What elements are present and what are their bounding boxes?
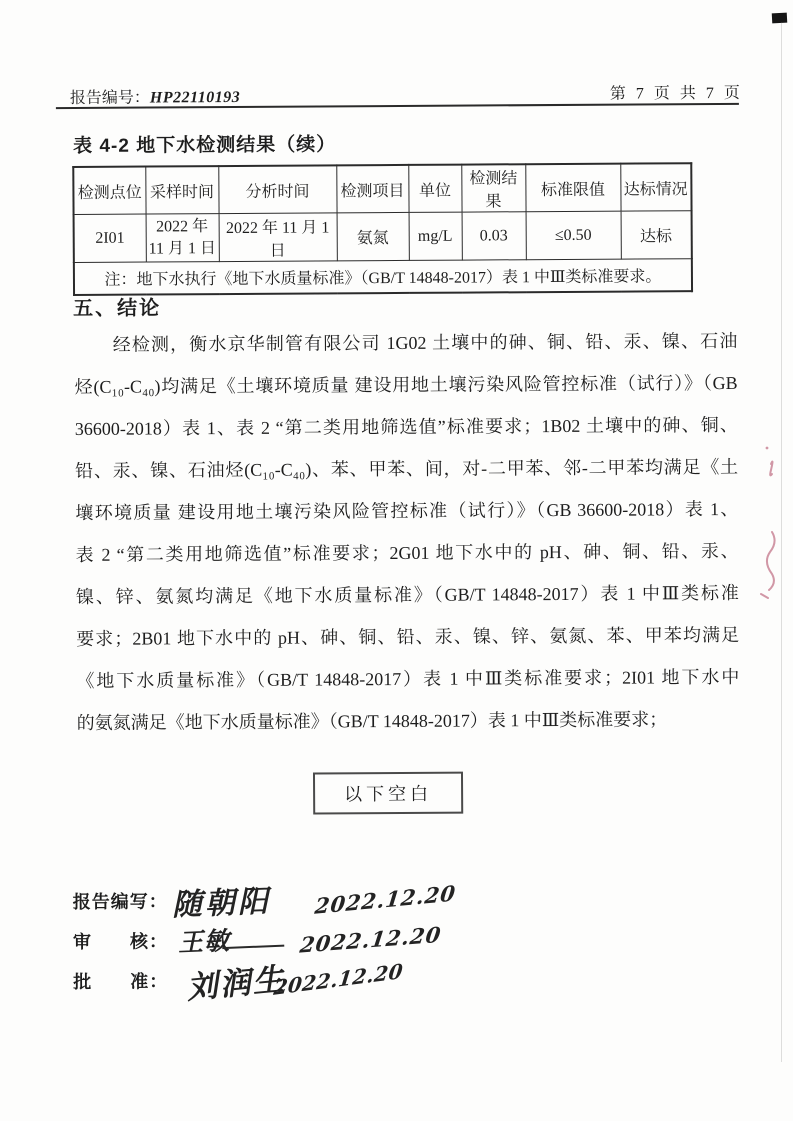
signature-date-writer: 2022.12.20 (313, 879, 458, 919)
col-header-sample-time: 采样时间 (145, 166, 218, 214)
conclusion-line: 《地下水质量标准》（GB/T 14848-2017）表 1 中Ⅲ类标准要求；2I01 地下水中 (76, 666, 740, 691)
report-number-value: HP22110193 (149, 88, 241, 107)
sample-time-line1: 2022 年 (156, 218, 209, 236)
blank-placeholder-label: 以下空白 (344, 783, 433, 805)
conclusion-line: 要求；2B01 地下水中的 pH、砷、铜、铅、汞、镍、锌、氨氮、苯、甲苯均满足 (76, 624, 740, 649)
col-header-unit: 单位 (408, 165, 461, 213)
conclusion-heading: 五、结论 (73, 297, 162, 320)
conclusion-paragraph (74, 320, 740, 744)
cell-status: 达标 (621, 211, 692, 259)
scan-mark-top-right (772, 13, 788, 24)
table-header-row (73, 163, 691, 214)
col-header-limit: 标准限值 (525, 164, 620, 212)
blank-placeholder-box (313, 772, 463, 815)
col-header-analysis-time: 分析时间 (218, 165, 336, 213)
cell-item: 氨氮 (337, 212, 409, 260)
conclusion-line: 经检测，衡水京华制管有限公司 1G02 土壤中的砷、铜、铅、汞、镍、石油 (74, 330, 738, 355)
col-header-result: 检测结果 (461, 164, 525, 212)
signature-label-approver: 批 准： (73, 971, 169, 992)
conclusion-line: 镍、锌、氨氮均满足《地下水质量标准》（GB/T 14848-2017）表 1 中Ⅲ类标准 (75, 582, 739, 607)
sample-time-line2: 11 月 1 日 (148, 239, 217, 258)
signature-date-approver: 2022.12.20 (272, 958, 405, 1000)
table-note-row (74, 259, 692, 295)
signature-block (72, 878, 554, 1007)
report-number-label: 报告编号： (69, 89, 150, 107)
signature-name-approver: 刘润生 (185, 960, 288, 1007)
signature-name-writer: 随朝阳 (171, 884, 272, 924)
signature-row-reviewer (73, 918, 553, 961)
signature-label-writer: 报告编写： (72, 891, 168, 912)
signature-row-approver (73, 958, 553, 1007)
cell-unit: mg/L (409, 212, 462, 260)
signature-pen-stroke (222, 931, 285, 950)
table-note: 注：地下水执行《地下水质量标准》（GB/T 14848-2017）表 1 中Ⅲ类标准要求。 (74, 259, 692, 295)
col-header-point: 检测点位 (73, 167, 145, 215)
conclusion-line: 壤环境质量 建设用地土壤污染风险管控标准（试行）》（GB 36600-2018）表 1、 (75, 498, 739, 523)
page-indicator: 第 7 页 共 7 页 (609, 84, 743, 103)
col-header-status: 达标情况 (620, 163, 691, 211)
signature-row-writer (72, 878, 553, 924)
table-row (74, 211, 692, 263)
cell-result: 0.03 (462, 212, 526, 260)
conclusion-line: 36600-2018）表 1、表 2 “第二类用地筛选值”标准要求；1B02 土壤中的砷、铜、 (74, 414, 738, 439)
conclusion-line: 铅、汞、镍、石油烃(C₁₀-C₄₀)、苯、甲苯、间，对-二甲苯、邻-二甲苯均满足《土 (75, 456, 739, 481)
cell-limit: ≤0.50 (526, 211, 621, 260)
signature-label-reviewer: 审 核： (72, 931, 169, 952)
table-title: 表 4-2 地下水检测结果（续） (73, 134, 337, 157)
signature-name-reviewer: 王敏 (177, 926, 231, 958)
conclusion-line: 的氨氮满足《地下水质量标准》（GB/T 14848-2017）表 1 中Ⅲ类标准要求； (76, 709, 668, 733)
cell-point: 2I01 (74, 214, 146, 262)
red-ink-bleed-marks (752, 428, 788, 628)
cell-analysis-time: 2022 年 11 月 1 日 (219, 213, 337, 262)
signature-date-reviewer: 2022.12.20 (298, 921, 444, 958)
cell-sample-time (146, 214, 219, 262)
report-number (70, 84, 240, 108)
results-table (72, 162, 693, 295)
col-header-item: 检测项目 (336, 165, 408, 213)
conclusion-line: 表 2 “第二类用地筛选值”标准要求；2G01 地下水中的 pH、砷、铜、铅、汞、 (75, 540, 739, 565)
conclusion-line: 烃(C₁₀-C₄₀)均满足《土壤环境质量 建设用地土壤污染风险管控标准（试行）》（GB (74, 372, 738, 397)
